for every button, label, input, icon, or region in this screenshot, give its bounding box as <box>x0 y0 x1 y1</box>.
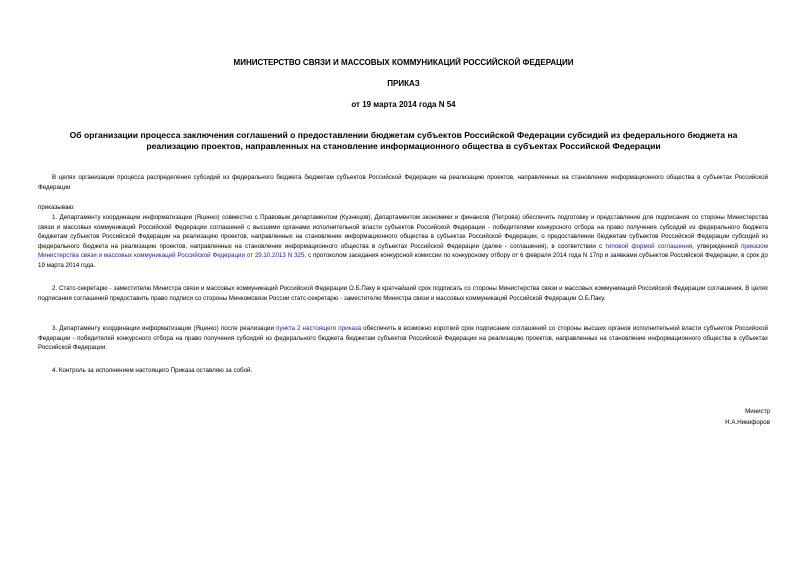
item-1-text-b: , утвержденной <box>692 242 742 250</box>
ministry-heading: МИНИСТЕРСТВО СВЯЗИ И МАССОВЫХ КОММУНИКАЦИЙ РОССИЙСКОЙ ФЕДЕРАЦИИ <box>233 58 574 67</box>
item-1-paragraph <box>38 213 768 270</box>
item-4-paragraph: 4. Контроль за исполнением настоящего Приказа оставляю за собой. <box>52 367 253 374</box>
signature-name: Н.А.Никифоров <box>725 419 770 426</box>
item-3-paragraph <box>38 324 768 353</box>
order-word: приказываю: <box>38 204 75 211</box>
standard-agreement-form-link[interactable]: типовой формой соглашения <box>605 242 693 250</box>
signature-position: Министр <box>745 408 770 415</box>
ministry-order-325-link[interactable]: приказом Министерства связи и массовых коммуникаций Российской Федерации от 29.10.2013 N 325 <box>38 242 768 259</box>
item-2-paragraph: 2. Статс-секретарю - заместителю Министра связи и массовых коммуникаций Российской Федерации О.Б.Паку в кратчайший срок подписать со стороны Министерства связи и массовых коммуникаций Российской Федерации соглашения. В целях подписания соглашений предоставить право подписи со стороны Минкомсвязи России статс-секретарю - заместителю Министра связи и массовых коммуникаций Российской Федерации О.Б.Паку. <box>38 285 768 302</box>
clause-2-link[interactable]: пункта 2 настоящего приказа <box>276 325 362 332</box>
item-1-text-a: 1. Департаменту координации информатизации (Яценко) совместно с Правовым департаментом (Кузнецов), Департаментом экономики и финансов (Петрова) обеспечить подготовку и представление для подписания со стороны Министерства связи и массовых коммуникаций Российской Федерации соглашений с высшими органами исполнительной власти субъектов Российской Федерации - победителями конкурсного отбора на право получения субсидий из федерального бюджета бюджетам субъектов Российской Федерации на реализацию проектов, направленных на становление информационного общества в субъектах Российской Федерации, о предоставлении бюджетам субъектов Российской Федерации субсидий из федерального бюджета на реализацию проектов, направленных на становление информационного общества в субъектах Российской Федерации (далее - соглашения), в соответствии с <box>38 214 768 250</box>
date-number-heading: от 19 марта 2014 года N 54 <box>351 100 456 109</box>
document-title: Об организации процесса заключения соглашений о предоставлении бюджетам субъектов Российской Федерации субсидий из федерального бюджета на реализацию проектов, направленных на становление информационного общества в субъектах Российской Федерации <box>69 130 738 151</box>
item-1-text-c: , с протоколом заседания конкурсной комиссии по конкурсному отбору от 6 февраля 2014 года N 17пр и заявками субъектов Российской Федерации, в срок до 19 марта 2014 года. <box>38 252 768 269</box>
item-3-text-a: 3. Департаменту координации информатизации (Яценко) после реализации <box>52 325 277 332</box>
preamble-paragraph: В целях организации процесса распределения субсидий из федерального бюджета бюджетам субъектов Российской Федерации на реализацию проектов, направленных на становление информационного общества в субъектах Российской Федерации <box>38 174 768 191</box>
item-3-text-b: обеспечить в возможно короткий срок подписание соглашений со стороны высших органов исполнительной власти субъектов Российской Федерации - победителей конкурсного отбора на право получения субсидий из федерального бюджета бюджетам субъектов Российской Федерации на реализацию проектов, направленных на становление информационного общества в субъектах Российской Федерации. <box>38 325 768 351</box>
doc-type-heading: ПРИКАЗ <box>387 79 420 88</box>
